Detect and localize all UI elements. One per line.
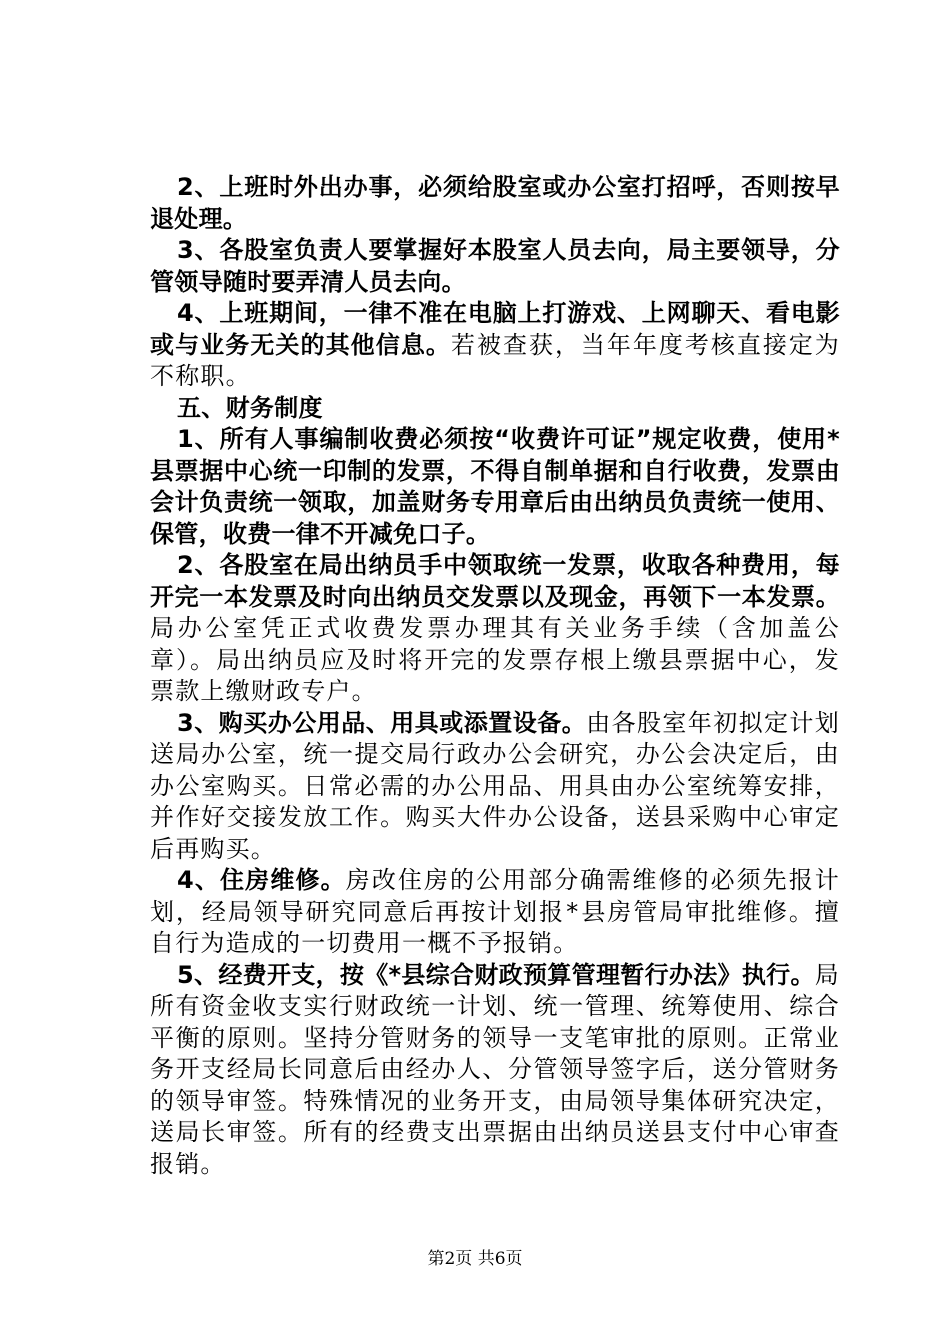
paragraph-3 xyxy=(150,298,840,393)
paragraph-2 xyxy=(150,235,840,298)
page-number-footer: 第2页 共6页 xyxy=(427,1249,523,1269)
paragraph-6 xyxy=(150,550,840,708)
paragraph-3-bold-text: 4、上班期间，一律不准在电脑上打游戏、上网聊天、看电影或与业务无关的其他信息。 xyxy=(150,299,840,359)
paragraph-2-bold-text: 3、各股室负责人要掌握好本股室人员去向，局主要领导，分管领导随时要弄清人员去向。 xyxy=(150,236,840,296)
paragraph-3-normal-text: 若被查获，当年年度考核直接定为不称职。 xyxy=(150,330,840,390)
section-heading-finance xyxy=(150,393,840,425)
paragraph-5 xyxy=(150,424,840,550)
document-body xyxy=(150,172,840,1180)
paragraph-8-bold-text: 4、住房维修。 xyxy=(177,866,346,894)
paragraph-9-bold-text: 5、经费开支，按《*县综合财政预算管理暂行办法》执行。 xyxy=(177,960,815,989)
paragraph-1 xyxy=(150,172,840,235)
paragraph-5-bold-text: 1、所有人事编制收费必须按“收费许可证”规定收费，使用*县票据中心统一印制的发票，不得自制单据和自行收费，发票由会计负责统一领取，加盖财务专用章后由出纳员负责统一使用、保管，收费一律不开减免口子。 xyxy=(150,425,840,548)
paragraph-1-bold-text: 2、上班时外出办事，必须给股室或办公室打招呼，否则按早退处理。 xyxy=(150,173,840,233)
paragraph-9-normal-text: 局所有资金收支实行财政统一计划、统一管理、统筹使用、综合平衡的原则。坚持分管财务的领导一支笔审批的原则。正常业务开支经局长同意后由经办人、分管领导签字后，送分管财务的领导审签。特殊情况的业务开支，由局领导集体研究决定，送局长审签。所有的经费支出票据由出纳员送县支付中心审查报销。 xyxy=(150,960,840,1178)
paragraph-6-normal-text: 局办公室凭正式收费发票办理其有关业务手续（含加盖公章）。局出纳员应及时将开完的发票存根上缴县票据中心，发票款上缴财政专户。 xyxy=(150,614,840,705)
paragraph-8 xyxy=(150,865,840,960)
paragraph-8-normal-text: 房改住房的公用部分确需维修的必须先报计划，经局领导研究同意后再按计划报*县房管局审批维修。擅自行为造成的一切费用一概不予报销。 xyxy=(150,866,840,957)
paragraph-7-normal-text: 由各股室年初拟定计划送局办公室，统一提交局行政办公会研究，办公会决定后，由办公室购买。日常必需的办公用品、用具由办公室统筹安排，并作好交接发放工作。购买大件办公设备，送县采购中心审定后再购买。 xyxy=(150,708,840,863)
paragraph-9 xyxy=(150,960,840,1181)
paragraph-6-bold-text: 2、各股室在局出纳员手中领取统一发票，收取各种费用，每开完一本发票及时向出纳员交发票以及现金，再领下一本发票。 xyxy=(150,551,840,611)
paragraph-7 xyxy=(150,708,840,866)
paragraph-7-bold-text: 3、购买办公用品、用具或添置设备。 xyxy=(177,708,587,737)
section-heading-text: 五、财务制度 xyxy=(177,393,323,422)
